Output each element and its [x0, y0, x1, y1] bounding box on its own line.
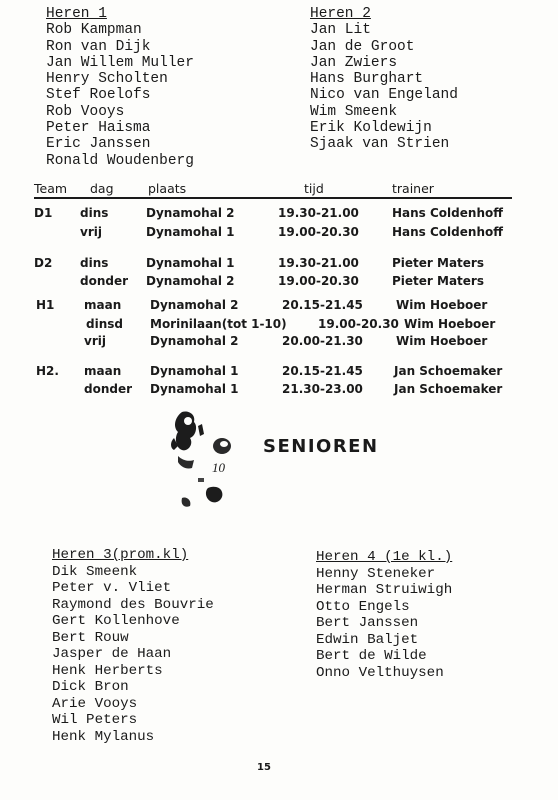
player-name: Stef Roelofs [46, 87, 151, 104]
player-name: Hans Burghart [310, 71, 424, 88]
player-name: Dik Smeenk [52, 563, 138, 580]
row-trainer: Jan Schoemaker [394, 382, 503, 396]
row-place: Dynamohal 2 [150, 298, 239, 312]
header-day: dag [90, 181, 114, 196]
player-name: Ronald Woudenberg [46, 152, 194, 169]
player-name: Peter Haisma [46, 120, 151, 137]
player-name: Wil Peters [52, 712, 138, 728]
heren-2-title: Heren 2 [310, 6, 371, 22]
row-day: maan [84, 298, 122, 312]
player-name: Jan Lit [310, 22, 371, 39]
heren-1-list [46, 6, 194, 169]
row-place: Dynamohal 2 [146, 274, 235, 288]
player-name: Rob Vooys [46, 103, 125, 120]
row-day: vrij [80, 225, 102, 239]
row-trainer: Pieter Maters [392, 256, 484, 270]
row-day: dins [80, 256, 109, 270]
player-name: Ron van Dijk [46, 38, 151, 55]
row-place: Dynamohal 1 [150, 382, 239, 396]
player-name: Edwin Baljet [316, 631, 419, 648]
row-time: 19.30-21.00 [278, 256, 359, 270]
player-name: Jan Zwiers [310, 54, 398, 71]
row-time: 19.00-20.30 [318, 317, 399, 331]
player-name: Jasper de Haan [52, 646, 172, 662]
player-name: Bert Rouw [52, 629, 129, 646]
row-place: Dynamohal 1 [146, 256, 235, 270]
player-name: Otto Engels [316, 598, 410, 615]
player-name: Peter v. Vliet [52, 580, 172, 596]
player-name: Onno Velthuysen [316, 664, 444, 681]
player-name: Wim Smeenk [310, 103, 398, 120]
row-time: 19.00-20.30 [278, 274, 359, 288]
player-name: Rob Kampman [46, 22, 142, 39]
section-title: SENIOREN [263, 436, 379, 457]
player-name: Jan de Groot [310, 38, 415, 55]
row-time: 20.15-21.45 [282, 298, 363, 312]
row-place: Dynamohal 1 [146, 225, 235, 239]
row-trainer: Wim Hoeboer [396, 298, 488, 312]
player-name: Henk Mylanus [52, 728, 155, 745]
heren-3-title: Heren 3(prom.kl) [52, 547, 189, 563]
player-name: Raymond des Bouvrie [52, 596, 214, 613]
schedule-header [34, 181, 514, 197]
row-team: H1 [36, 298, 55, 312]
header-time: tijd [304, 181, 324, 196]
player-name: Henny Steneker [316, 565, 436, 582]
player-name: Gert Kollenhove [52, 613, 180, 629]
row-trainer: Hans Coldenhoff [392, 225, 503, 239]
row-place: Dynamohal 1 [150, 364, 239, 378]
player-name: Dick Bron [52, 679, 129, 695]
row-trainer: Jan Schoemaker [394, 364, 503, 378]
header-place: plaats [148, 181, 187, 196]
player-name: Sjaak van Strien [310, 136, 450, 153]
heren-1-title: Heren 1 [46, 6, 107, 22]
row-trainer: Pieter Maters [392, 274, 484, 288]
header-rule [34, 197, 512, 199]
row-day: dinsd [86, 317, 123, 331]
row-trainer: Hans Coldenhoff [392, 206, 503, 220]
row-place: Morinilaan(tot 1-10) [150, 317, 287, 331]
row-team: D2 [34, 256, 53, 270]
player-name: Jan Willem Muller [46, 54, 194, 71]
row-time: 20.15-21.45 [282, 364, 363, 378]
player-name: Henry Scholten [46, 71, 168, 88]
row-day: donder [84, 382, 133, 396]
header-trainer: trainer [392, 181, 434, 196]
row-day: donder [80, 274, 129, 288]
player-name: Eric Janssen [46, 136, 151, 153]
row-team: H2. [36, 364, 59, 378]
row-place: Dynamohal 2 [146, 206, 235, 220]
row-team: D1 [34, 206, 53, 220]
player-name: Erik Koldewijn [310, 120, 432, 137]
player-name: Bert de Wilde [316, 648, 427, 664]
row-trainer: Wim Hoeboer [404, 317, 496, 331]
row-time: 19.00-20.30 [278, 225, 359, 239]
page-number: 15 [257, 762, 271, 773]
heren-4-title: Heren 4 (1e kl.) [316, 549, 453, 565]
row-time: 21.30-23.00 [282, 382, 363, 396]
player-name: Bert Janssen [316, 615, 419, 631]
photo-jersey-number: 10 [212, 460, 225, 475]
heren-4-list [316, 549, 452, 681]
heren-2-list [310, 6, 458, 153]
row-day: vrij [84, 334, 106, 348]
heren-3-list [52, 547, 214, 745]
row-day: maan [84, 364, 122, 378]
player-name: Herman Struiwigh [316, 582, 453, 598]
row-place: Dynamohal 2 [150, 334, 239, 348]
row-time: 20.00-21.30 [282, 334, 363, 348]
row-trainer: Wim Hoeboer [396, 334, 488, 348]
player-name: Nico van Engeland [310, 87, 458, 104]
player-photo [168, 408, 240, 516]
player-name: Arie Vooys [52, 695, 138, 712]
header-team: Team [34, 181, 68, 196]
row-day: dins [80, 206, 109, 220]
player-name: Henk Herberts [52, 662, 163, 679]
row-time: 19.30-21.00 [278, 206, 359, 220]
